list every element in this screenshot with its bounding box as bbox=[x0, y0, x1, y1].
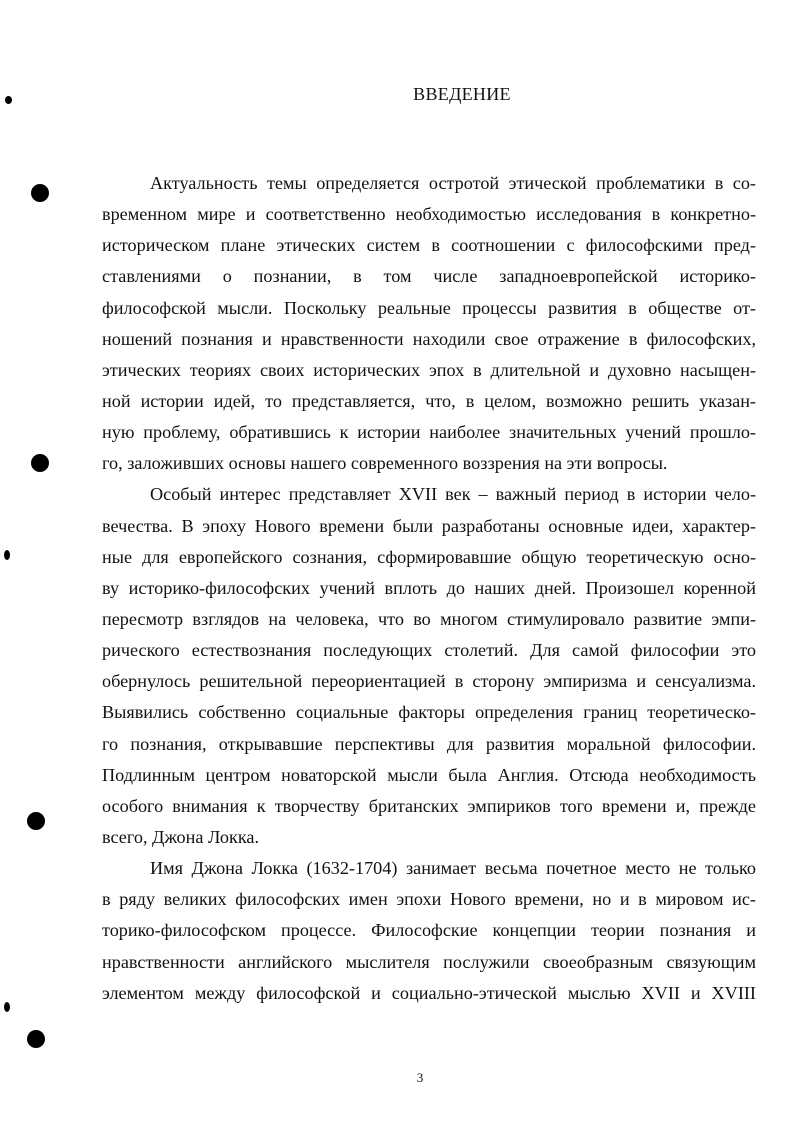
punch-hole bbox=[31, 184, 49, 202]
punch-hole bbox=[27, 812, 45, 830]
text-line: философской мысли. Поскольку реальные процессы развития в обществе от- bbox=[102, 297, 756, 318]
text-line: этических теориях своих исторических эпох в длительной и духовно насыщен- bbox=[102, 359, 756, 380]
punch-hole bbox=[31, 454, 49, 472]
body-text bbox=[102, 168, 756, 1009]
text-line: го, заложивших основы нашего современного воззрения на эти вопросы. bbox=[102, 453, 668, 474]
page-title: ВВЕДЕНИЕ bbox=[413, 84, 511, 104]
scan-speck bbox=[4, 550, 10, 560]
text-line: Выявились собственно социальные факторы определения границ теоретическо- bbox=[102, 702, 756, 723]
text-line: Подлинным центром новаторской мысли была Англия. Отсюда необходимость bbox=[102, 764, 756, 785]
text-line: рического естествознания последующих столетий. Для самой философии это bbox=[102, 640, 756, 661]
paragraph-seventeenth-century bbox=[102, 479, 756, 853]
page-number: 3 bbox=[416, 1070, 424, 1085]
text-line: элементом между философской и социально-этической мыслью XVII и XVIII bbox=[102, 982, 756, 1003]
text-line: Актуальность темы определяется остротой этической проблематики в со- bbox=[150, 173, 756, 193]
text-line: временном мире и соответственно необходимостью исследования в конкретно- bbox=[102, 204, 756, 225]
text-line: торико-философском процессе. Философские концепции теории познания и bbox=[102, 920, 756, 941]
text-line: вечества. В эпоху Нового времени были разработаны основные идеи, характер- bbox=[102, 515, 756, 536]
text-line: в ряду великих философских имен эпохи Нового времени, но и в мировом ис- bbox=[102, 889, 756, 910]
text-line: особого внимания к творчеству британских эмпириков того времени и, прежде bbox=[102, 795, 756, 816]
text-line: ву историко-философских учений вплоть до наших дней. Произошел коренной bbox=[102, 577, 756, 598]
text-line: ставлениями о познании, в том числе западноевропейской историко- bbox=[102, 266, 756, 287]
text-line: го познания, открывавшие перспективы для развития моральной философии. bbox=[102, 733, 756, 754]
scan-speck bbox=[4, 1002, 10, 1012]
text-line: обернулось решительной переориентацией в сторону эмпиризма и сенсуализма. bbox=[102, 671, 756, 692]
paragraph-john-locke bbox=[102, 853, 756, 1009]
text-line: историческом плане этических систем в соотношении с философскими пред- bbox=[102, 235, 756, 256]
text-line: нравственности английского мыслителя послужили своеобразным связующим bbox=[102, 951, 756, 972]
text-line: всего, Джона Локка. bbox=[102, 826, 259, 847]
text-line: Особый интерес представляет XVII век – важный период в истории чело- bbox=[150, 484, 756, 505]
text-line: Имя Джона Локка (1632-1704) занимает весьма почетное место не только bbox=[150, 858, 756, 879]
text-line: ную проблему, обратившись к истории наиболее значительных учений прошло- bbox=[102, 422, 756, 443]
punch-hole bbox=[27, 1030, 45, 1048]
text-line: ношений познания и нравственности находили свое отражение в философских, bbox=[102, 328, 756, 349]
text-line: ной истории идей, то представляется, что, в целом, возможно решить указан- bbox=[102, 390, 756, 411]
text-line: пересмотр взглядов на человека, что во многом стимулировало развитие эмпи- bbox=[102, 608, 756, 629]
text-line: ные для европейского сознания, сформировавшие общую теоретическую осно- bbox=[102, 546, 756, 567]
paragraph-relevance bbox=[102, 168, 756, 479]
